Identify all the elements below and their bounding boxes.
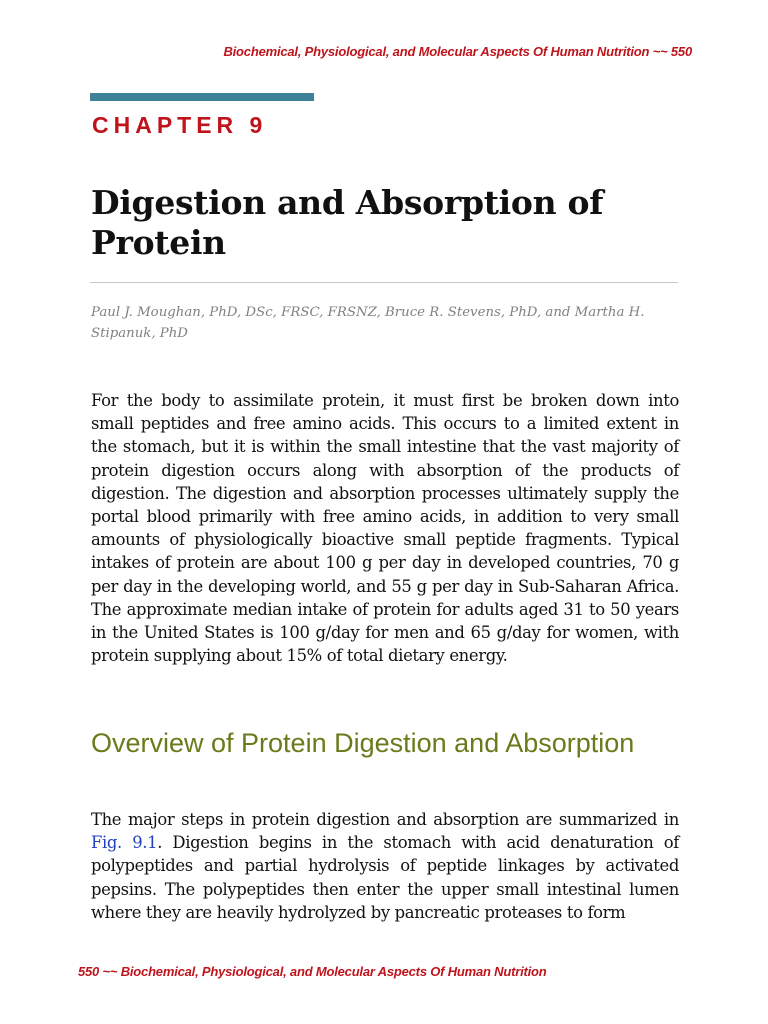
section-heading: Overview of Protein Digestion and Absorption [91, 728, 635, 758]
chapter-accent-rule [90, 93, 314, 101]
chapter-label: CHAPTER 9 [92, 112, 268, 138]
chapter-title: Digestion and Absorption of Protein [91, 183, 604, 262]
figure-link[interactable]: Fig. 9.1 [91, 833, 158, 853]
title-divider [90, 282, 678, 283]
running-footer: 550 ~~ Biochemical, Physiological, and Molecular Aspects Of Human Nutrition [78, 964, 547, 979]
section-paragraph-text-start: The major steps in protein digestion and absorption are summarized in [91, 810, 679, 829]
intro-paragraph: For the body to assimilate protein, it must first be broken down into small peptides and free amino acids. This occurs to a limited extent in the stomach, but it is within the small intestine that the vast majority of protein digestion occurs along with absorption of the products of digestion. The digestion and absorption processes ultimately supply the portal blood primarily with free amino acids, in addition to very small amounts of physiologically bioactive small peptide fragments. Typical intakes of protein are about 100 g per day in developed countries, 70 g per day in the developing world, and 55 g per day in Sub-Saharan Africa. The approximate median intake of protein for adults aged 31 to 50 years in the United States is 100 g/day for men and 65 g/day for women, with protein supplying about 15% of total dietary energy. [91, 391, 679, 666]
running-header: Biochemical, Physiological, and Molecular Aspects Of Human Nutrition ~~ 550 [223, 44, 692, 59]
chapter-authors: Paul J. Moughan, PhD, DSc, FRSC, FRSNZ, Bruce R. Stevens, PhD, and Martha H. Stipanuk, PhD [91, 305, 645, 341]
section-paragraph [91, 808, 679, 924]
section-paragraph-text-end: . Digestion begins in the stomach with acid denaturation of polypeptides and partial hydrolysis of peptide linkages by activated pepsins. The polypeptides then enter the upper small intestinal lumen where they are heavily hydrolyzed by pancreatic proteases to form [91, 833, 680, 922]
